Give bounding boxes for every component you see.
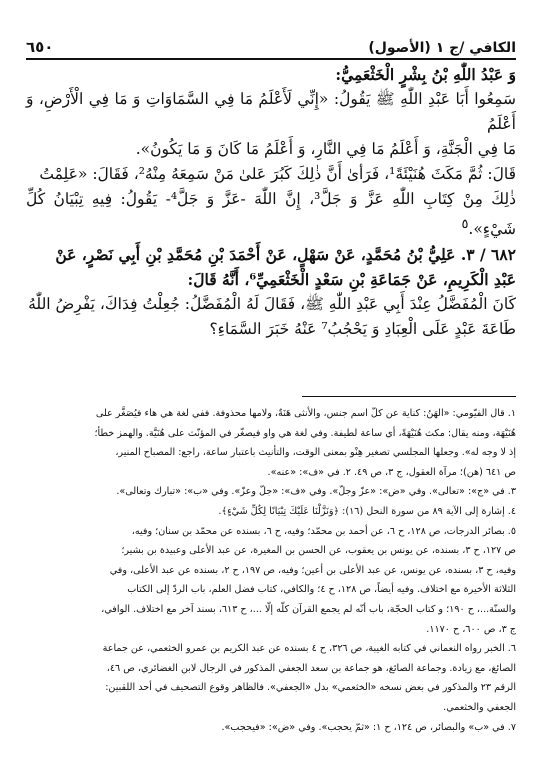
footnote-line: ج ٣، ص ٦٠٠، ح ١١٧٠. — [426, 623, 516, 635]
text-line: عَبْدِ الْكَرِيمِ، عَنْ جَمَاعَةِ بْنِ سَعْدٍ الْخَثْعَمِيِّ⁶، أَنَّهُ قَالَ: — [187, 270, 516, 290]
footnote-line: ٤. إشارة إلى الآية ٨٩ من سورة النحل (١٦): ﴿وَنَزَّلْنَا عَلَيْكَ تِبْيَانًا لِكُلِّ شَيْءٍ﴾. — [218, 505, 516, 517]
running-title: الكافي /ج ١ (الأصول) — [368, 40, 516, 56]
footnote-line: ١. قال الفيّومي: «الهَنُ: كناية عن كلّ اسم جنس، والأنثى هَنَةٌ، ولامها محذوفة. ففي لغة هي هاء فيُصَغَّر على — [95, 408, 516, 419]
footnote-line: وفيه، ح ٣، بسنده، عن يونس، عن عبد الأعلى بن أعين؛ وفيه، ص ١٩٧، ح ٢، بسنده عن عبد الأعلى، وفي — [109, 564, 516, 576]
footnote-line: الجعفي والخثعمي. — [443, 701, 516, 713]
footnotes — [26, 404, 516, 737]
hadith-number: ٦٨٢ / ٣. — [460, 245, 516, 265]
footnote-line: ٥. بصائر الدرجات، ص ١٢٨، ح ٦، عن أحمد بن محمّد؛ وفيه، ح ٦، بسنده عن محمّد بن سنان؛ وفيه، — [131, 525, 516, 537]
text-line: مَا فِي الْجَنَّةِ، وَ أَعْلَمُ مَا فِي النَّارِ، وَ أَعْلَمُ مَا كَانَ وَ مَا يَكُونُ». — [135, 140, 516, 158]
footnote-line: ٦. الخبر رواه النعماني في كتابه الغيبة، ص ٣٢٦، ح ٤ بسنده عن عبد الكريم بن عمرو الخثعمي، عن جماعة — [102, 643, 516, 655]
text-line: كَانَ الْمُفَضَّلُ عِنْدَ أَبِي عَبْدِ اللّٰهِ ﷺ، فَقَالَ لَهُ الْمُفَضَّلُ: جُعِلْتُ فِدَاكَ، يَفْرِضُ اللّٰهُ — [28, 295, 516, 314]
text-line: قَالَ: ثُمَّ مَكَثَ هُنَيْئَةً¹، فَرَأىٰ أَنَّ ذٰلِكَ كَبُرَ عَلىٰ مَنْ سَمِعَهُ مِنْهُ²، فَقَالَ: «عَلِمْتُ — [39, 165, 516, 183]
footnote-line: الصائغ، مع زيادة. وجماعة الصائغ، هو جماعة بن سعد الجعفي المذكور في الرجال لابن الغضائري، ص ٤٦، — [106, 662, 516, 674]
footnote-line: هُنَيْهَة، ومنه يقال: مكث هُنَيْهَةً، أي ساعة لطيفة. وفي لغة هي واو فيصغّر في المؤنّث على هُنَيَّة. والهمز خطأ؛ — [94, 427, 516, 439]
text-line — [26, 187, 516, 242]
footnote-line: ص ١٢٧، ح ٣، بسنده، عن يونس بن يعقوب، عن الحسن بن المغيرة، عن عبد الأعلى وعبيدة بن بشير؛ — [121, 545, 516, 557]
footnote-divider — [302, 396, 516, 397]
text-line: سَمِعُوا أَبَا عَبْدِ اللّٰهِ ﷺ يَقُولُ: «إِنِّي لَأَعْلَمُ مَا فِي السَّمَاوَاتِ وَ مَا فِي الْأَرْضِ، وَ أَعْلَمُ — [26, 90, 516, 133]
footnote-line: إذ لا وجه له». وجعلها المجلسي تصغير هِنْو بمعنى الوقت، والتأنيث باعتبار ساعة، راجع: المصباح المنير، — [115, 447, 516, 459]
text-line: وَ عَبْدُ اللّٰهِ بْنُ بِشْرٍ الْخَثْعَمِيُّ: — [335, 65, 516, 84]
main-text — [26, 62, 516, 342]
footnote-line: ص ٦٤١ (هن)؛ مرآة العقول، ج ٣، ص ٤٩. ٢. في «ف»: «عنه». — [267, 466, 516, 478]
text-line: طَاعَةَ عَبْدٍ عَلَى الْعِبَادِ وَ يَحْجُبُ⁷ عَنْهُ خَبَرَ السَّمَاءِ؟ — [209, 320, 516, 339]
hadith-chain-line — [26, 242, 516, 267]
footnote-line: الثلاثة الأخيرة مع اختلاف. وفيه أيضاً، ص ١٢٨، ح ٤؛ والكافي، كتاب فضل العلم، باب الردّ إلى الكتاب — [127, 584, 516, 596]
text-span: عَلِيُّ بْنُ مُحَمَّدٍ، عَنْ سَهْلٍ، عَنْ أَحْمَدَ بْنِ مُحَمَّدِ بْنِ أَبِي نَصْرٍ، عَنْ — [55, 245, 456, 265]
footnote-line: ٧. في «ب» والبصائر، ص ١٢٤، ح ١: «ثمّ يحجب». وفي «ض»: «فيحجب». — [221, 721, 516, 733]
footnote-line: الرقم ٢٣ والمذكور في بعض نسخه «الخثعمي» بدل «الجعفي». فالظاهر وقوع التصحيف في أحد اللقبين: — [105, 682, 516, 694]
footnote-line: ٣. في «ج»: «تعالى». وفي «ض»: «عزّ وجلّ». وفي «ف»: «جلّ وعزّ». وفي «ب»: «تبارك وتعالى». — [116, 486, 516, 498]
text-span: ذٰلِكَ مِنْ كِتَابِ اللّٰهِ عَزَّ وَ جَلَّ³، إِنَّ اللّٰهَ -عَزَّ وَ جَلَّ⁴- يَقُولُ: فِيهِ تِبْيَانُ كُلِّ شَيْءٍ». — [26, 190, 516, 239]
footnote-marker: ٥ — [461, 217, 469, 232]
footnote-line: والسنّة...، ح ١٩٠؛ و كتاب الحجّة، باب أنّه لم يجمع القرآن كلّه إلّا ...، ح ٦١٣، بسند آخر مع اختلاف. الوافي، — [101, 603, 516, 615]
page-header — [26, 30, 516, 60]
page-number: ٦٥٠ — [26, 38, 54, 56]
